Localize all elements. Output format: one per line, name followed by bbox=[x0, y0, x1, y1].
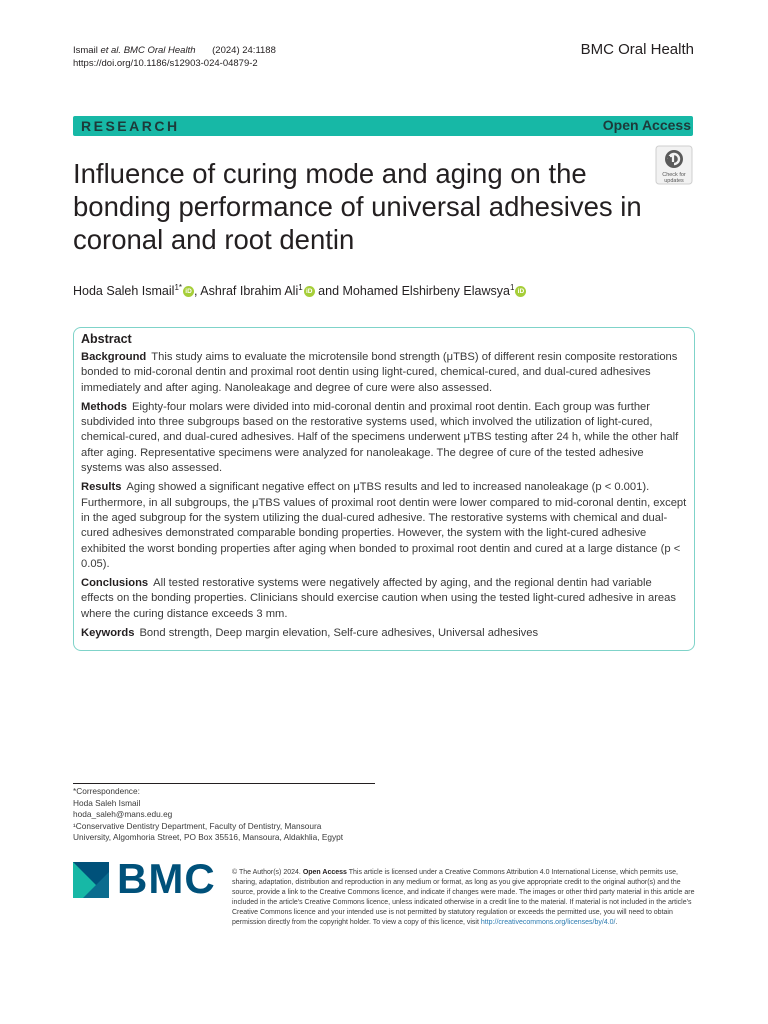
orcid-icon[interactable]: iD bbox=[304, 286, 315, 297]
orcid-icon[interactable]: iD bbox=[515, 286, 526, 297]
abstract-methods: Methods Eighty-four molars were divided into mid-coronal dentin and proximal root dentin. Each group was further subdivided into three subgroups based on the restorative systems used, which involved the utilization of light-cured, chemical-cured, and dual-cured adhesives. Half of the specimens underwent μTBS testing after 24 h, while the other half after aging. Representative specimens were analyzed for nanoleakage. The degree of cure of the tested adhesive systems was also assessed. bbox=[81, 400, 679, 475]
author-2[interactable]: Ashraf Ibrahim Ali$^1$ iD bbox=[200, 284, 314, 298]
footnote-divider bbox=[73, 783, 375, 784]
citation-volume: (2024) 24:1188 bbox=[212, 45, 276, 56]
license-text: © The Author(s) 2024. Open Access This article is licensed under a Creative Commons Attribution 4.0 International License, which permits use, sharing, adaptation, distribution and reproduction in any medium or format, as long as you give appropriate credit to the original author(s) and the source, provide a link to the Creative Commons licence, and indicate if changes were made. The images or other third party material in this article are included in the article's Creative Commons licence, unless indicated otherwise in a credit line to the material. If material is not included in the article's Creative Commons licence and your intended use is not permitted by statutory regulation or exceeds the permitted use, you will need to obtain permission directly from the copyright holder. To view a copy of this licence, visit http://creativecommons.org/licenses/by/4.0/. bbox=[232, 869, 695, 927]
abstract-background: Background This study aims to evaluate the microtensile bond strength (μTBS) of different resin composite restorations bonded to mid-coronal dentin and proximal root dentin using light-cured, chemical-cured, and dual-cured adhesives immediately and after aging. Nanoleakage and degree of cure were also assessed. bbox=[81, 351, 678, 394]
citation-header bbox=[73, 44, 290, 70]
citation-authors: Ismail et al. BMC Oral Health bbox=[73, 45, 196, 56]
check-for-updates-badge[interactable] bbox=[655, 145, 693, 185]
article-type: RESEARCH bbox=[81, 118, 180, 134]
abstract-heading: Abstract bbox=[81, 332, 132, 346]
abstract-results: Results Aging showed a significant negative effect on μTBS results and led to increased nanoleakage (p < 0.001). Furthermore, in all subgroups, the μTBS values of proximal root dentin were lower compared to mid-coronal dentin, except in the aged subgroup for the system utilizing the dual-cured adhesive. The restorative systems with chemical and dual-cured adhesives demonstrated comparable bonding properties. However, the system with the light-cured adhesive exhibited the worst bonding properties after aging when bonded to proximal root dentin and cured at a large distance (p < 0.05). bbox=[81, 481, 687, 570]
correspondence-email[interactable]: hoda_saleh@mans.edu.eg bbox=[73, 809, 173, 820]
bmc-logo bbox=[73, 855, 218, 907]
doi-link[interactable]: https://doi.org/10.1186/s12903-024-04879-2 bbox=[73, 58, 258, 69]
correspondence-note bbox=[73, 786, 343, 844]
orcid-icon[interactable]: iD bbox=[183, 286, 194, 297]
abstract-keywords: Keywords Bond strength, Deep margin elevation, Self-cure adhesives, Universal adhesives bbox=[81, 627, 539, 640]
author-1[interactable]: Hoda Saleh Ismail$^{1*}$ iD bbox=[73, 284, 194, 298]
section-band bbox=[73, 116, 693, 136]
check-updates-label: Check for updates bbox=[662, 172, 686, 184]
license-link[interactable]: http://creativecommons.org/licenses/by/4.0/ bbox=[480, 919, 616, 927]
author-list: Hoda Saleh Ismail$^{1*}$ iD , Ashraf Ibrahim Ali$^1$ iD and Mohamed Elshirbeny Elawsya$^1$ iD bbox=[73, 283, 526, 298]
abstract-box bbox=[73, 327, 695, 651]
article-title: Influence of curing mode and aging on the bonding performance of universal adhesives in coronal and root dentin bbox=[73, 158, 642, 255]
journal-name: BMC Oral Health bbox=[580, 41, 694, 58]
affiliation-line-2: University, Algomhoria Street, PO Box 35516, Mansoura, Aldakhlia, Egypt bbox=[73, 832, 344, 843]
author-3[interactable]: Mohamed Elshirbeny Elawsya$^1$ iD bbox=[343, 284, 527, 298]
bmc-logo-text: BMC bbox=[117, 855, 216, 902]
correspondence-name: Hoda Saleh Ismail bbox=[73, 797, 141, 808]
open-access-label: Open Access bbox=[602, 117, 691, 133]
affiliation-line-1: ¹Conservative Dentistry Department, Faculty of Dentistry, Mansoura bbox=[73, 820, 322, 831]
abstract-conclusions: Conclusions All tested restorative systems were negatively affected by aging, and the regional dentin had variable effects on the bonding properties. Clinicians should exercise caution when using the tested light-cured adhesive in areas where the curing distance exceeds 3 mm. bbox=[81, 577, 676, 620]
correspondence-label: *Correspondence: bbox=[73, 786, 140, 796]
